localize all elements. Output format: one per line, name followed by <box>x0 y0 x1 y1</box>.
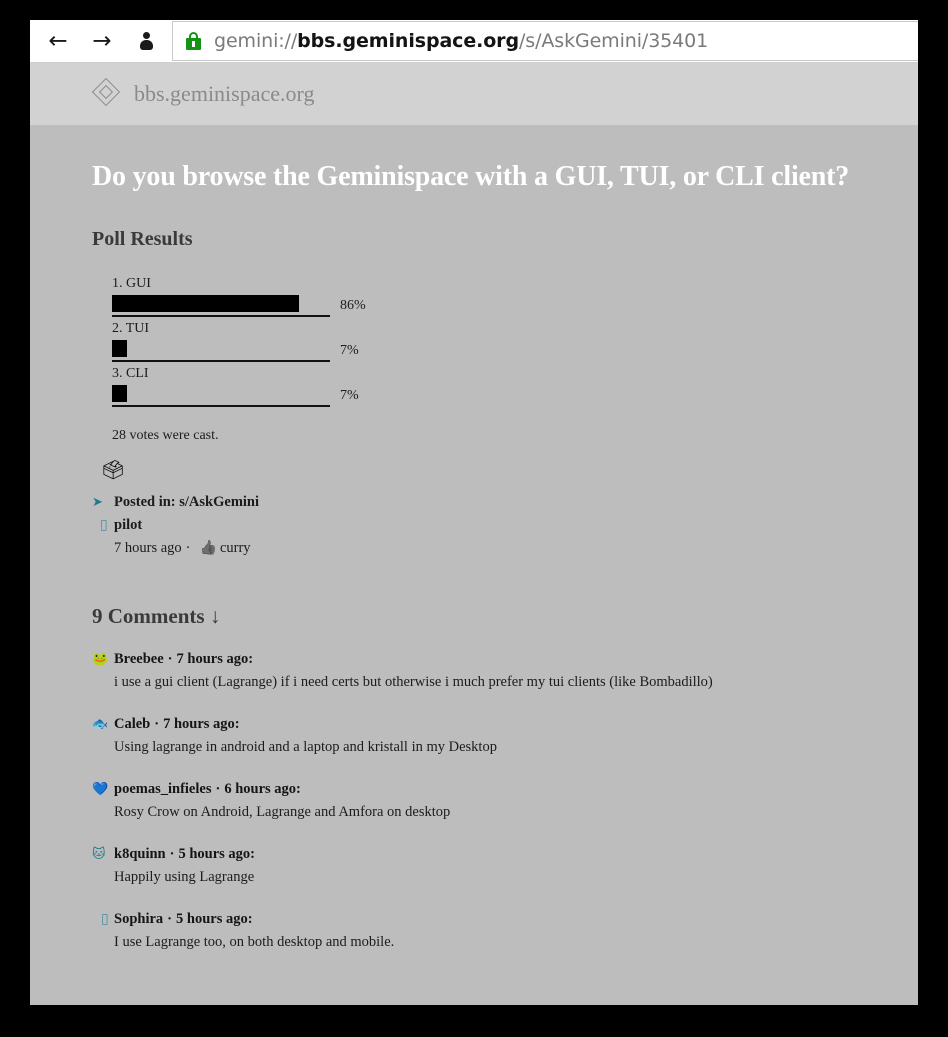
poll-track <box>112 385 330 407</box>
poll-bar-fill <box>112 295 299 312</box>
comment-timestamp: 5 hours ago: <box>178 846 255 863</box>
comment-header <box>92 846 918 863</box>
poll-track <box>112 295 330 317</box>
poll-bar-row <box>112 294 918 318</box>
poll-option-label: 3. CLI <box>112 365 149 381</box>
arrow-icon: ➤ <box>92 494 103 510</box>
poll-bar-fill <box>112 340 127 357</box>
comment-item <box>92 846 918 886</box>
comment-author[interactable]: poemas_infieles <box>114 781 212 798</box>
back-button[interactable]: ← <box>48 28 68 54</box>
site-domain-label: bbs.geminispace.org <box>134 81 315 106</box>
post-timestamp-line <box>92 537 918 560</box>
comment-separator: · <box>167 651 173 668</box>
person-icon <box>139 32 154 50</box>
forward-button[interactable]: → <box>92 28 112 54</box>
poll-track <box>112 340 330 362</box>
lock-icon <box>185 32 202 50</box>
comment-author[interactable]: Breebee <box>114 651 164 668</box>
comment-avatar-icon: ▯ <box>101 911 109 928</box>
comment-avatar-icon: 💙 <box>92 782 109 798</box>
comment-item <box>92 651 918 691</box>
meta-separator: · <box>185 540 191 557</box>
reaction-user-label: curry <box>219 540 251 557</box>
comment-separator: · <box>167 911 173 928</box>
post-timestamp: 7 hours ago <box>114 540 182 557</box>
poll-bar-row <box>112 339 918 363</box>
poll-percent-label: 7% <box>340 342 359 358</box>
comment-timestamp: 7 hours ago: <box>176 651 254 668</box>
comment-body: Using lagrange in android and a laptop and kristall in my Desktop <box>114 739 497 756</box>
comment-item <box>92 716 918 756</box>
diamond-icon <box>92 80 120 108</box>
identity-button[interactable] <box>124 20 168 62</box>
poll-option <box>112 320 918 363</box>
comment-body: I use Lagrange too, on both desktop and mobile. <box>114 934 395 951</box>
poll-option <box>112 275 918 318</box>
thumbs-up-icon: 👍 <box>199 540 217 557</box>
comment-avatar-icon: 🐸 <box>92 652 109 668</box>
comment-timestamp: 6 hours ago: <box>224 781 301 798</box>
post-author-line[interactable] <box>92 514 918 537</box>
page-viewport <box>30 63 918 1005</box>
post-author-label: pilot <box>114 516 143 533</box>
comment-author[interactable]: Sophira <box>114 911 164 928</box>
url-text <box>214 30 708 52</box>
author-avatar-icon: ▯ <box>100 516 108 533</box>
comment-separator: · <box>154 716 160 733</box>
comment-separator: · <box>215 781 221 798</box>
comments-heading[interactable]: 9 Comments ↓ <box>92 604 221 629</box>
comment-separator: · <box>169 846 175 863</box>
comment-body: i use a gui client (Lagrange) if i need certs but otherwise i much prefer my tui clients (like Bombadillo) <box>114 674 713 691</box>
comment-body: Rosy Crow on Android, Lagrange and Amfora on desktop <box>114 804 451 821</box>
poll-vote-count: 28 votes were cast. <box>112 427 219 443</box>
comments-list <box>92 629 918 951</box>
comment-header <box>92 781 918 798</box>
poll-percent-label: 86% <box>340 297 366 313</box>
comment-item <box>92 781 918 821</box>
url-path: /s/AskGemini/35401 <box>518 30 709 52</box>
poll-option-label: 1. GUI <box>112 276 151 291</box>
page-title: Do you browse the Geminispace with a GUI, TUI, or CLI client? <box>92 161 850 192</box>
poll-bar-row <box>112 384 918 408</box>
poll-chart <box>92 251 918 408</box>
comment-avatar-icon: 🐱 <box>92 847 106 863</box>
comment-timestamp: 5 hours ago: <box>176 911 253 928</box>
comment-body: Happily using Lagrange <box>114 869 255 886</box>
poll-results-heading: Poll Results <box>92 228 193 250</box>
comment-header <box>92 651 918 668</box>
url-host: bbs.geminispace.org <box>297 30 519 52</box>
poll-percent-label: 7% <box>340 387 359 403</box>
comment-header <box>92 911 918 928</box>
posted-in-line[interactable] <box>92 491 918 514</box>
comment-header <box>92 716 918 733</box>
comment-author[interactable]: k8quinn <box>114 846 166 863</box>
site-header <box>30 63 918 125</box>
comment-timestamp: 7 hours ago: <box>163 716 240 733</box>
poll-bar-fill <box>112 385 127 402</box>
comment-avatar-icon: 🐟 <box>92 717 109 733</box>
poll-option <box>112 365 918 408</box>
post-meta <box>92 485 918 561</box>
comment-item <box>92 911 918 951</box>
poll-option-label: 2. TUI <box>112 320 150 336</box>
comment-author[interactable]: Caleb <box>114 716 151 733</box>
url-bar[interactable] <box>172 21 918 61</box>
browser-toolbar <box>30 20 918 63</box>
posted-in-label: Posted in: s/AskGemini <box>114 493 260 510</box>
url-scheme: gemini:// <box>214 30 298 52</box>
browser-window <box>30 20 918 1005</box>
ballot-box-icon: 🗳 <box>101 458 126 481</box>
page-content <box>30 125 918 951</box>
